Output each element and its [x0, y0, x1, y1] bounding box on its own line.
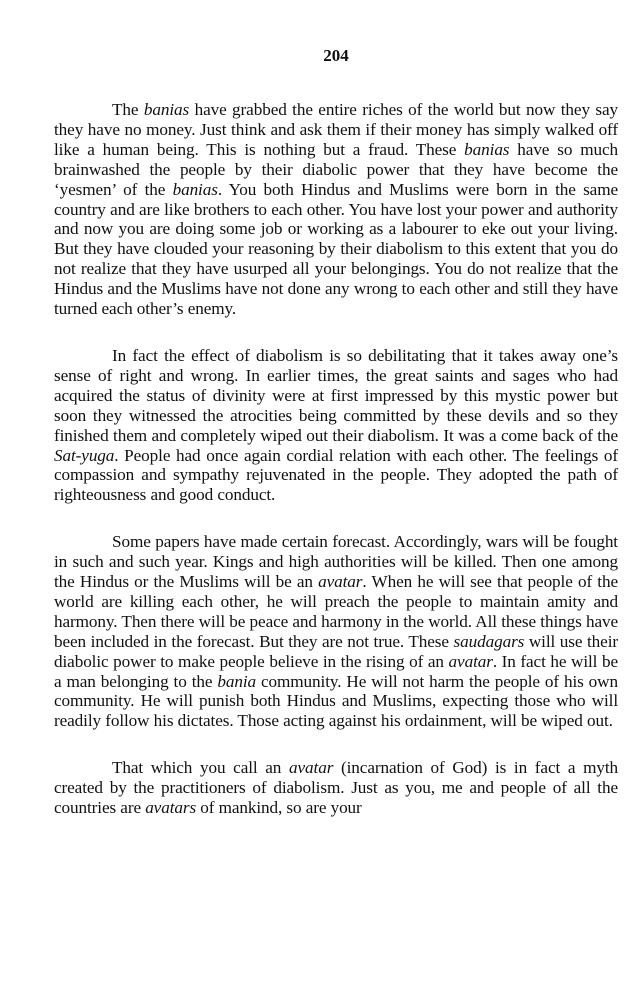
paragraph-4: That which you call an avatar (incarnation of God) is in fact a myth created by the practitioners of diabolism. Just as you, me and people of all the countries are avatars of mankind, so are your	[54, 758, 619, 818]
body-text	[54, 100, 618, 818]
page-number: 204	[323, 46, 349, 65]
paragraph-1: The banias have grabbed the entire riches of the world but now they say they have no money. Just think and ask them if their money has simply walked off like a human being. This is nothing but a fraud. These banias have so much brainwashed the people by their diabolic power that they have become the ‘yesmen’ of the banias. You both Hindus and Muslims were born in the same country and are like brothers to each other. You have lost your power and authority and now you are doing some job or working as a labourer to eke out your living. But they have clouded your reasoning by their diabolism to this extent that you do not realize that they have usurped all your belongings. You do not realize that the Hindus and the Muslims have not done any wrong to each other and still they have turned each other’s enemy.	[54, 100, 618, 319]
paragraph-3: Some papers have made certain forecast. Accordingly, wars will be fought in such and such year. Kings and high authorities will be killed. Then one among the Hindus or the Muslims will be an avatar. When he will see that people of the world are killing each other, he will preach the people to maintain amity and harmony. Then there will be peace and harmony in the world. All these things have been included in the forecast. But they are not true. These saudagars will use their diabolic power to make people believe in the rising of an avatar. In fact he will be a man belonging to the bania community. He will not harm the people of his own community. He will punish both Hindus and Muslims, expecting those who will readily follow his dictates. Those acting against his ordainment, will be wiped out.	[54, 532, 618, 731]
paragraph-2: In fact the effect of diabolism is so debilitating that it takes away one’s sense of right and wrong. In earlier times, the great saints and sages who had acquired the status of divinity were at first impressed by this mystic power but soon they witnessed the atrocities being committed by these devils and so they finished them and completely wiped out their diabolism. It was a come back of the Sat-yuga. People had once again cordial relation with each other. The feelings of compassion and sympathy rejuvenated in the people. They adopted the path of righteousness and good conduct.	[54, 345, 618, 505]
